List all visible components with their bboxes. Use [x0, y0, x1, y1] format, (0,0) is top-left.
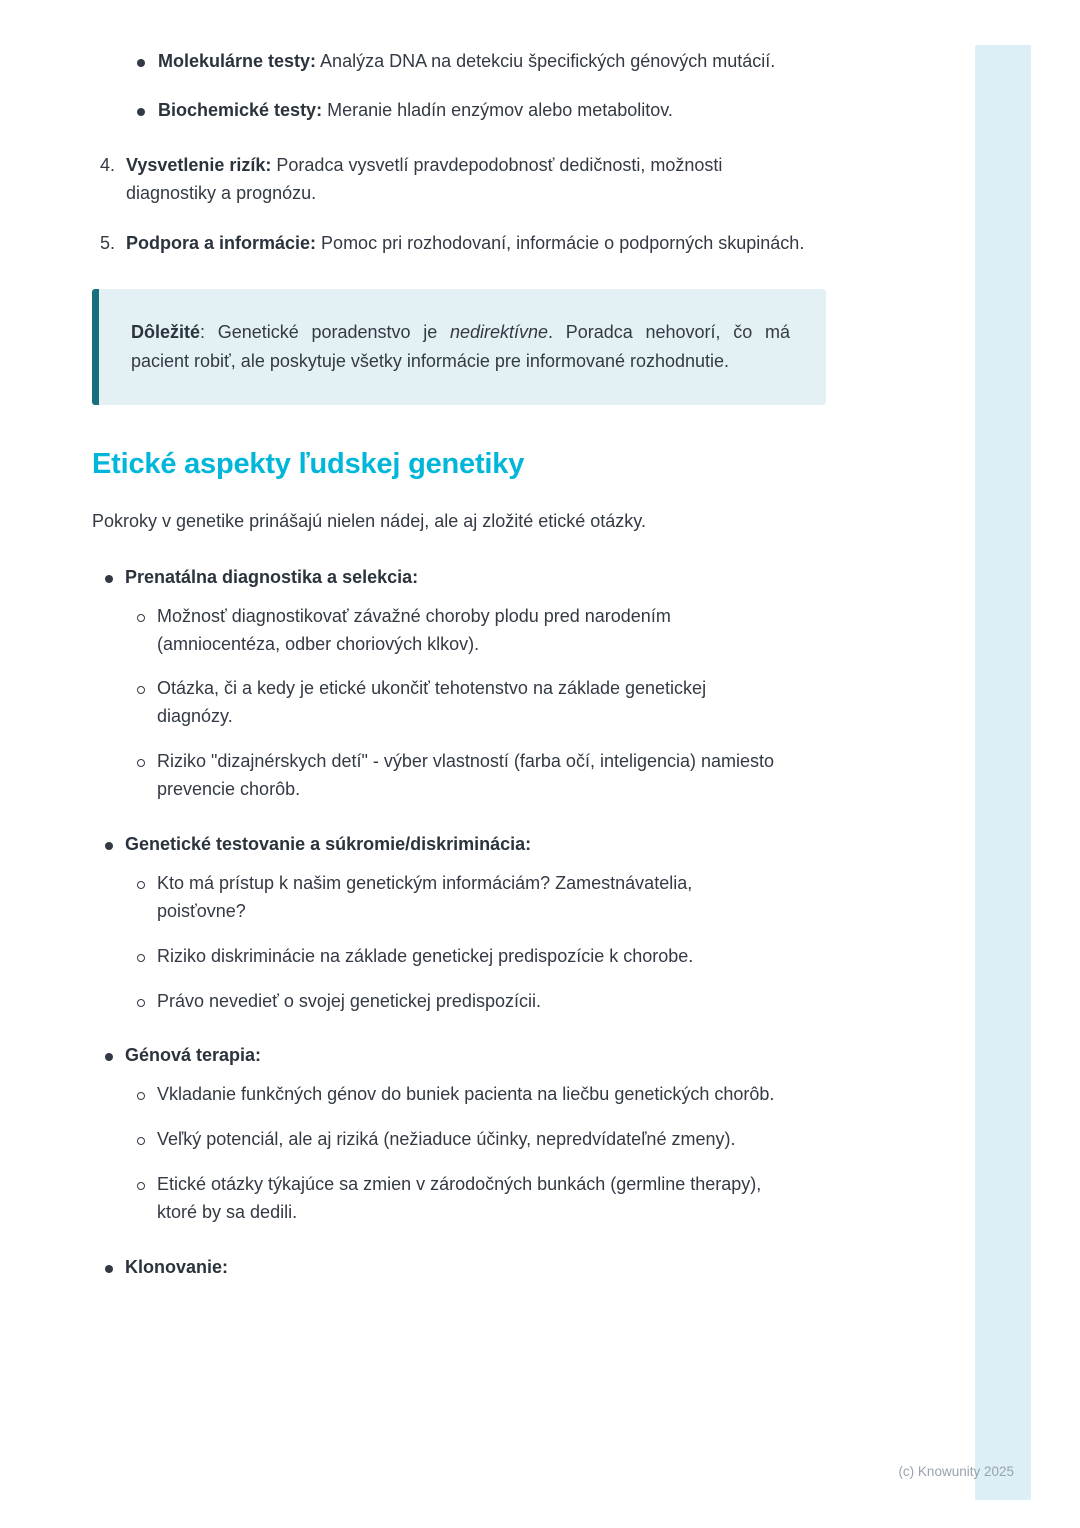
topic-block — [105, 831, 932, 1015]
test-types-list — [92, 48, 932, 125]
important-callout — [92, 289, 826, 405]
list-item — [137, 97, 932, 125]
copyright-notice: (c) Knowunity 2025 — [898, 1464, 1014, 1479]
sub-list-item — [137, 1126, 932, 1154]
item-number: 5. — [100, 232, 116, 253]
sub-list-item — [137, 943, 932, 971]
callout-text — [131, 318, 790, 376]
topic-title-item — [105, 1254, 932, 1282]
right-decor-stripe — [975, 45, 1031, 1500]
section-heading: Etické aspekty ľudskej genetiky — [92, 448, 525, 481]
sub-list-item — [137, 1171, 932, 1227]
sub-point-text: Etické otázky týkajúce sa zmien v zárodočných bunkách (germline therapy), ktoré by sa dedili. — [157, 1174, 762, 1222]
topic-title: Prenatálna diagnostika a selekcia: — [125, 566, 419, 587]
item-term: Podpora a informácie: — [126, 232, 317, 253]
sub-list-item — [137, 1081, 932, 1109]
bullet-icon — [137, 59, 145, 67]
item-desc: Pomoc pri rozhodovaní, informácie o podporných skupinách. — [316, 232, 805, 253]
topic-block — [105, 1254, 932, 1282]
bullet-icon — [105, 1265, 113, 1273]
sub-list-item — [137, 603, 932, 659]
circle-bullet-icon — [137, 686, 145, 694]
topic-points — [105, 1081, 932, 1227]
sub-point-text: Otázka, či a kedy je etické ukončiť tehotenstvo na základe genetickej diagnózy. — [157, 678, 707, 727]
circle-bullet-icon — [137, 1092, 145, 1100]
circle-bullet-icon — [137, 1182, 145, 1190]
list-item-desc: Analýza DNA na detekciu špecifických génových mutácií. — [316, 51, 776, 71]
callout-text-part: . Poradca nehovorí, čo má pacient robiť, ale poskytuje všetky informácie pre informované rozhodnutie. — [131, 322, 790, 372]
topic-title: Genetické testovanie a súkromie/diskriminácia: — [125, 833, 532, 854]
bullet-icon — [105, 1053, 113, 1061]
topic-title-item — [105, 564, 932, 592]
list-item-term: Biochemické testy: — [158, 99, 323, 120]
circle-bullet-icon — [137, 999, 145, 1007]
topic-title: Klonovanie: — [125, 1256, 229, 1277]
callout-label: Dôležité — [131, 322, 201, 343]
sub-point-text: Právo nevedieť o svojej genetickej predispozícii. — [157, 990, 541, 1011]
callout-text-part: : Genetické poradenstvo je — [200, 322, 450, 343]
ethics-topics-list — [92, 564, 932, 1282]
sub-list-item — [137, 988, 932, 1016]
sub-point-text: Možnosť diagnostikovať závažné choroby plodu pred narodením (amniocentéza, odber choriových klkov). — [157, 605, 671, 654]
circle-bullet-icon — [137, 954, 145, 962]
circle-bullet-icon — [137, 881, 145, 889]
numbered-item — [100, 230, 932, 258]
bullet-icon — [105, 842, 113, 850]
bullet-icon — [137, 108, 145, 116]
list-item — [137, 48, 932, 76]
sub-list-item — [137, 675, 932, 731]
bullet-icon — [105, 575, 113, 583]
numbered-item-text — [126, 152, 806, 208]
callout-italic-term: nedirektívne — [449, 322, 549, 343]
topic-points — [105, 870, 932, 1016]
sub-point-text: Riziko diskriminácie na základe genetickej predispozície k chorobe. — [157, 945, 694, 966]
circle-bullet-icon — [137, 614, 145, 622]
item-desc: Poradca vysvetlí pravdepodobnosť dedičnosti, možnosti diagnostiky a prognózu. — [126, 154, 723, 203]
numbered-item — [100, 152, 932, 208]
sub-point-text: Kto má prístup k našim genetickým informáciám? Zamestnávatelia, poisťovne? — [157, 872, 693, 921]
document-content — [92, 48, 932, 1282]
circle-bullet-icon — [137, 759, 145, 767]
topic-block — [105, 1042, 932, 1226]
sub-list-item — [137, 748, 932, 804]
section-intro: Pokroky v genetike prinášajú nielen nádej, ale aj zložité etické otázky. — [92, 510, 646, 531]
topic-title-item — [105, 1042, 932, 1070]
list-item-desc: Meranie hladín enzýmov alebo metabolitov. — [322, 99, 673, 120]
topic-title-item — [105, 831, 932, 859]
numbered-list — [92, 152, 932, 258]
list-item-text — [158, 48, 775, 76]
topic-title: Génová terapia: — [125, 1045, 262, 1066]
sub-point-text: Riziko "dizajnérskych detí" - výber vlastností (farba očí, inteligencia) namiesto prevencie chorôb. — [157, 751, 775, 800]
sub-point-text: Vkladanie funkčných génov do buniek pacienta na liečbu genetických chorôb. — [157, 1084, 775, 1105]
sub-point-text: Veľký potenciál, ale aj riziká (nežiaduce účinky, nepredvídateľné zmeny). — [157, 1129, 736, 1150]
topic-block — [105, 564, 932, 804]
list-item-term: Molekulárne testy: — [158, 51, 317, 71]
topic-points — [105, 603, 932, 804]
circle-bullet-icon — [137, 1137, 145, 1145]
item-number: 4. — [100, 154, 116, 175]
list-item-text — [158, 97, 673, 125]
sub-list-item — [137, 870, 932, 926]
item-term: Vysvetlenie rizík: — [126, 154, 272, 175]
numbered-item-text — [126, 230, 804, 258]
